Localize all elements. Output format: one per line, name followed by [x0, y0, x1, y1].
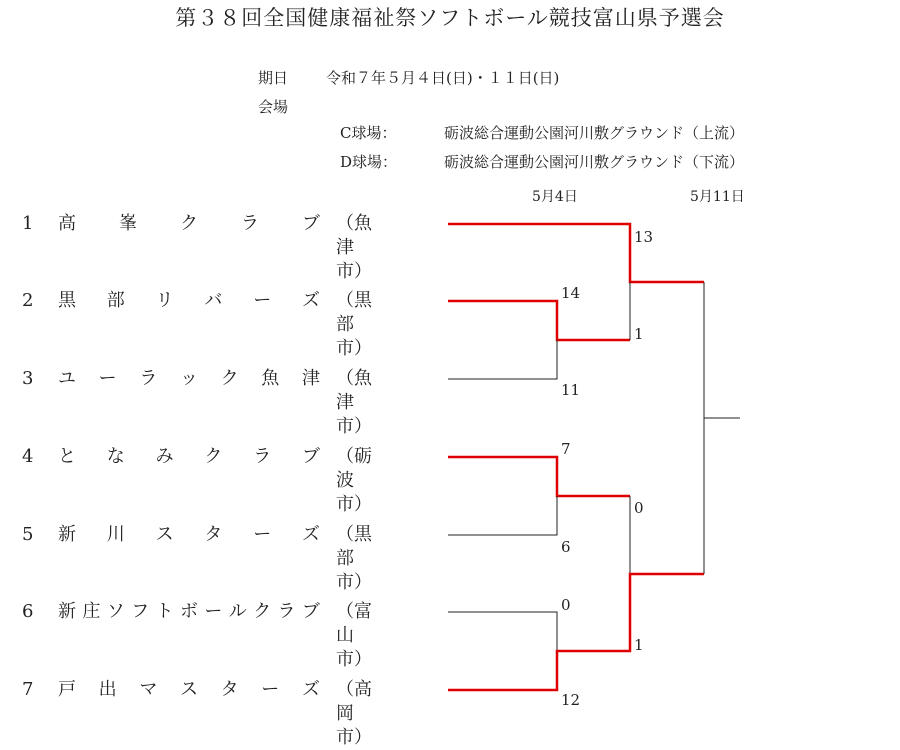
team-name: と な み ク ラ ブ	[58, 446, 320, 467]
team-city: （高岡市）	[336, 679, 372, 748]
score-m2-top: 7	[561, 440, 571, 458]
team-city: （富山市）	[336, 601, 372, 670]
team-name: ユ ー ラ ッ ク 魚 津	[58, 368, 320, 389]
score-s2-top: 0	[634, 499, 644, 517]
team-name: 新 川 ス タ ー ズ	[58, 524, 320, 545]
team-city: （黒部市）	[336, 290, 372, 359]
team-city: （魚津市）	[336, 368, 372, 437]
score-m1-top: 14	[561, 284, 581, 302]
field-d-place: 砺波総合運動公園河川敷グラウンド（下流）	[444, 153, 745, 171]
field-d-label: D球場：	[340, 153, 398, 171]
team-number: 1	[22, 213, 34, 234]
team-number: 6	[22, 601, 34, 622]
page-title: 第３８回全国健康福祉祭ソフトボール競技富山県予選会	[175, 6, 725, 30]
team-city: （黒部市）	[336, 524, 372, 593]
score-s2-bottom: 1	[634, 636, 644, 654]
bracket-line-team6	[448, 612, 557, 651]
bracket-line-team1	[448, 224, 704, 282]
field-c-label: C球場：	[340, 124, 397, 142]
team-number: 7	[22, 679, 34, 700]
round-1-label: 5月4日	[532, 189, 578, 205]
round-2-label: 5月11日	[690, 189, 745, 205]
score-s1-top: 13	[634, 228, 654, 246]
team-name: 戸 出 マ ス タ ー ズ	[58, 679, 320, 700]
team-number: 4	[22, 446, 34, 467]
bracket-line-team7	[448, 574, 704, 690]
team-number: 2	[22, 290, 34, 311]
team-city: （魚津市）	[336, 213, 372, 282]
bracket-line-team2	[448, 301, 630, 340]
team-number: 3	[22, 368, 34, 389]
field-c-place: 砺波総合運動公園河川敷グラウンド（上流）	[444, 124, 745, 142]
score-s1-bottom: 1	[634, 325, 644, 343]
date-value: 令和７年５月４日(日)・１１日(日)	[326, 69, 560, 87]
team-name: 高 峯 ク ラ ブ	[58, 213, 320, 234]
bracket-line-team5	[448, 496, 557, 535]
score-m3-top: 0	[561, 596, 571, 614]
bracket-line-final	[704, 282, 740, 574]
score-m1-bottom: 11	[561, 381, 581, 399]
score-m2-bottom: 6	[561, 538, 571, 556]
bracket-line-team4	[448, 457, 630, 496]
team-name: 新 庄 ソ フ ト ボ ー ル ク ラ ブ	[58, 601, 320, 622]
team-name: 黒 部 リ バ ー ズ	[58, 290, 320, 311]
venue-label: 会場	[258, 98, 289, 116]
team-number: 5	[22, 524, 34, 545]
score-m3-bottom: 12	[561, 691, 581, 709]
bracket-line-team3	[448, 340, 557, 379]
date-label: 期日	[258, 69, 289, 87]
team-city: （砺波市）	[336, 446, 372, 515]
